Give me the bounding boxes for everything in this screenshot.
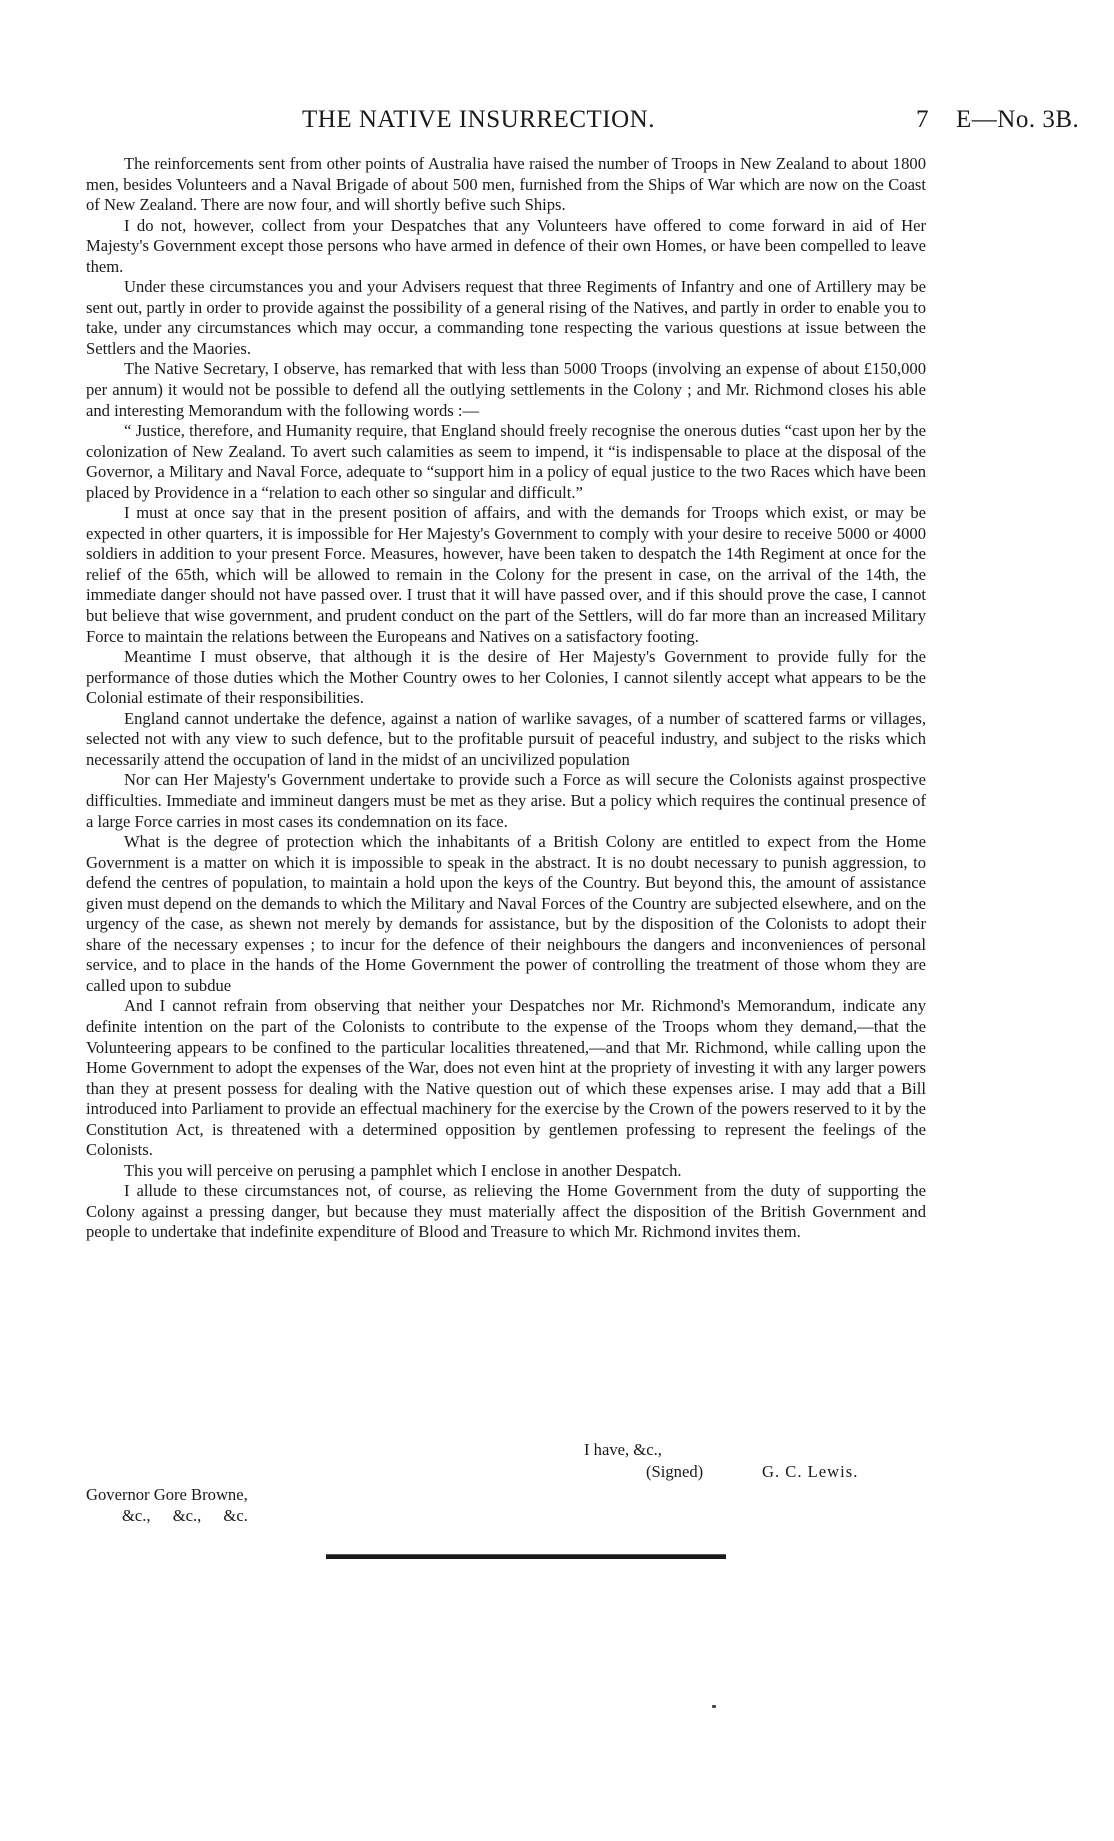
signed-label: (Signed) xyxy=(646,1462,704,1481)
end-rule xyxy=(326,1554,726,1559)
page-title: THE NATIVE INSURRECTION. xyxy=(302,106,655,133)
closing-line: I have, &c., xyxy=(584,1440,662,1459)
paragraph: And I cannot refrain from observing that neither your Despatches nor Mr. Richmond's Memorandum, indicate any definite intention on the part of the Colonists to contribute to the expense of the Troops whom they demand,—that the Volunteering appears to be confined to the particular localities threatened,—and that Mr. Richmond, while calling upon the Home Government to adopt the expenses of the War, does not even hint at the propriety of investing it with any larger powers than they at present possess for dealing with the Native question out of which these expenses arise. I may add that a Bill introduced into Parliament to provide an effectual machinery for the exercise by the Crown of the powers reserved to it by the Constitution Act, is threatened with a determined opposition by gentlemen professing to represent the feelings of the Colonists. xyxy=(86,996,926,1160)
despatch-body xyxy=(86,154,926,1243)
paragraph: I do not, however, collect from your Despatches that any Volunteers have offered to come forward in aid of Her Majesty's Government except those persons who have armed in defence of their own Homes, or have been compelled to leave them. xyxy=(86,215,926,276)
paragraph: This you will perceive on perusing a pamphlet which I enclose in another Despatch. xyxy=(124,1160,682,1180)
recipient-name: Governor Gore Browne, xyxy=(86,1485,248,1504)
paragraph: The reinforcements sent from other points of Australia have raised the number of Troops in New Zealand to about 1800 men, besides Volunteers and a Naval Brigade of about 500 men, furnished from the Ships of War which are now on the Coast of New Zealand. There are now four, and will shortly befive such Ships. xyxy=(86,154,926,215)
quoted-paragraph: “ Justice, therefore, and Humanity require, that England should freely recognise the onerous duties “cast upon her by the colonization of New Zealand. To avert such calamities as seem to impend, it “is indispensable to place at the disposal of the Governor, a Military and Naval Force, adequate to “support him in a policy of equal justice to the two Races which have been placed by Providence in a “relation to each other so singular and difficult.” xyxy=(86,421,926,502)
recipient-etc: &c., &c., &c. xyxy=(122,1506,248,1525)
paragraph: I must at once say that in the present position of affairs, and with the demands for Troops which exist, or may be expected in other quarters, it is impossible for Her Majesty's Government to comply with your desire to receive 5000 or 4000 soldiers in addition to your present Force. Measures, however, have been taken to despatch the 14th Regiment at once for the relief of the 65th, which will be allowed to remain in the Colony for the present in case, on the arrival of the 14th, the immediate danger should not have passed over. I trust that it will have passed over, and if this should prove the case, I cannot but believe that wise government, and prudent conduct on the part of the Settlers, will do far more than an increased Military Force to maintain the relations between the Europeans and Natives on a satisfactory footing. xyxy=(86,503,926,646)
paragraph: Meantime I must observe, that although it is the desire of Her Majesty's Government to provide fully for the performance of those duties which the Mother Country owes to her Colonies, I cannot silently accept what appears to be the Colonial estimate of their responsibilities. xyxy=(86,647,926,708)
document-reference: E—No. 3B. xyxy=(956,106,1080,133)
recipient-block xyxy=(86,1484,248,1526)
page-number: 7 xyxy=(916,106,929,133)
paragraph: England cannot undertake the defence, against a nation of warlike savages, of a number of scattered farms or villages, selected not with any view to such defence, but to the profitable pursuit of peaceful industry, and subject to the risks which necessarily attend the occupation of land in the midst of an uncivilized population xyxy=(86,708,926,769)
page-speck xyxy=(712,1705,716,1708)
paragraph: I allude to these circumstances not, of course, as relieving the Home Government from the duty of supporting the Colony against a pressing danger, but because they must materially affect the disposition of the British Government and people to undertake that indefinite expenditure of Blood and Treasure to which Mr. Richmond invites them. xyxy=(86,1181,926,1242)
paragraph: Under these circumstances you and your Advisers request that three Regiments of Infantry and one of Artillery may be sent out, partly in order to provide against the possibility of a general rising of the Natives, and partly in order to enable you to take, under any circumstances which may occur, a commanding tone respecting the various questions at issue between the Settlers and the Maories. xyxy=(86,277,926,358)
signer-name: G. C. Lewis. xyxy=(762,1462,859,1481)
paragraph: What is the degree of protection which the inhabitants of a British Colony are entitled to expect from the Home Government is a matter on which it is impossible to speak in the abstract. It is no doubt necessary to punish aggression, to defend the centres of population, to maintain a hold upon the keys of the Country. But beyond this, the amount of assistance given must depend on the demands to which the Military and Naval Forces of the Country are subjected elsewhere, and on the urgency of the case, as shewn not merely by demands for assistance, but by the disposition of the Colonists to adopt their share of the necessary expenses ; to incur for the defence of their neighbours the dangers and inconveniences of personal service, and to place in the hands of the Home Government the power of controlling the treatment of those whom they are called upon to subdue xyxy=(86,832,926,995)
paragraph: Nor can Her Majesty's Government undertake to provide such a Force as will secure the Colonists against prospective difficulties. Immediate and immineut dangers must be met as they arise. But a policy which requires the continual presence of a large Force carries in most cases its condemnation on its face. xyxy=(86,770,926,831)
page-header xyxy=(0,106,1114,138)
paragraph: The Native Secretary, I observe, has remarked that with less than 5000 Troops (involving an expense of about £150,000 per annum) it would not be possible to defend all the outlying settlements in the Colony ; and Mr. Richmond closes his able and interesting Memorandum with the following words :— xyxy=(86,359,926,420)
